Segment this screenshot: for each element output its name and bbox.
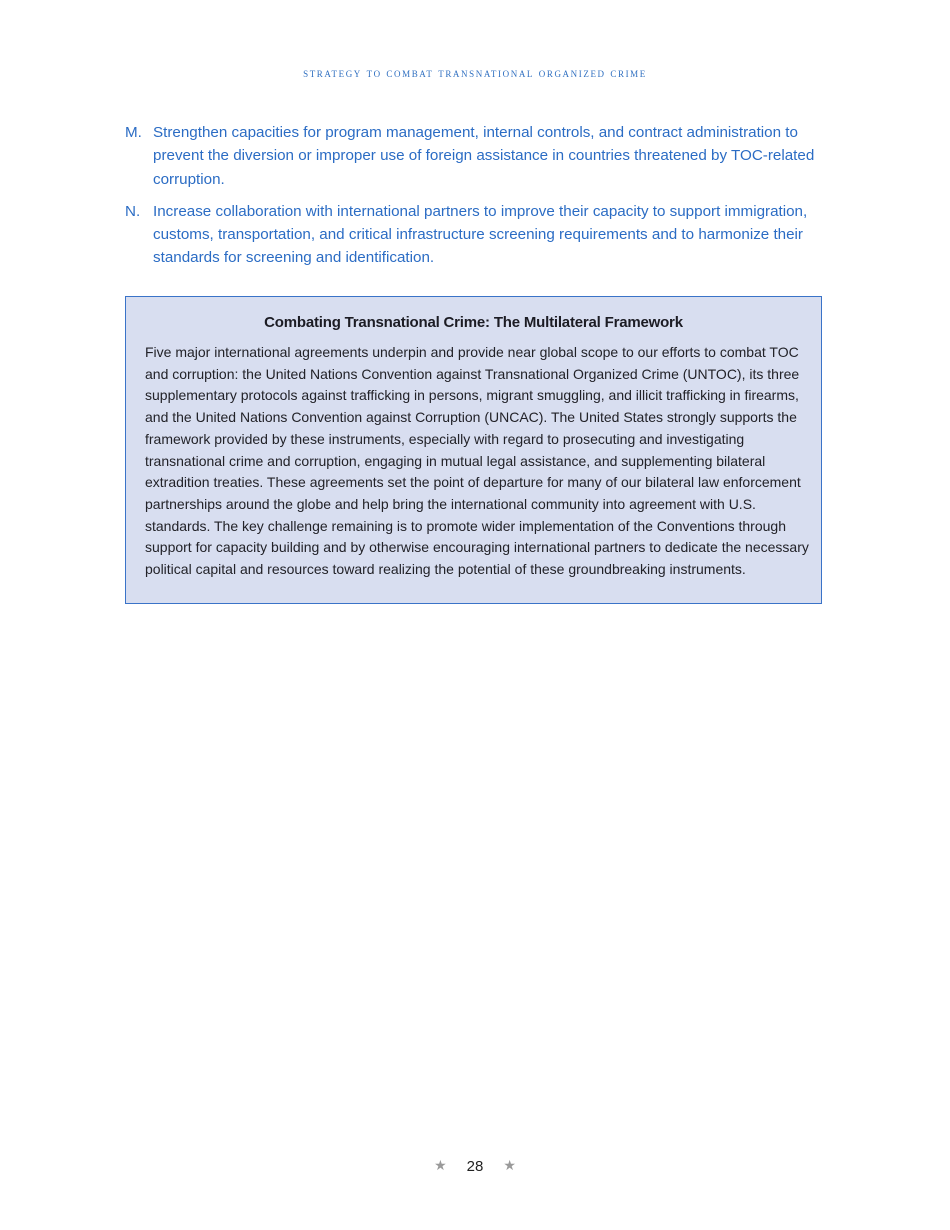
callout-body: Five major international agreements underpin and provide near global scope to our efforts to combat TOC and corruption: the United Nations Convention against Transnational Organized Crime (UNTOC), its three supplementary protocols against trafficking in persons, migrant smuggling, and illicit trafficking in firearms, and the United Nations Convention against Corruption (UNCAC). The United States strongly supports the framework provided by these instruments, especially with regard to prosecuting and investigating transnational crime and corruption, engaging in mutual legal assistance, and supplementing bilateral extradition treaties. These agreements set the point of departure for many of our bilateral law enforcement partnerships around the globe and help bring the international community into agreement with U.S. standards. The key challenge remaining is to promote wider implementation of the Conventions through support for capacity building and by otherwise encouraging international partners to dedicate the necessary political capital and resources toward realizing the potential of these groundbreaking instruments. bbox=[145, 344, 809, 578]
star-icon: ★ bbox=[434, 1157, 447, 1173]
list-item-letter: M. bbox=[125, 124, 142, 141]
callout-title: Combating Transnational Crime: The Multilateral Framework bbox=[264, 314, 683, 331]
list-item-text: Strengthen capacities for program management, internal controls, and contract administration to prevent the diversion or improper use of foreign assistance in countries threatened by TOC-related corruption. bbox=[153, 124, 815, 188]
star-icon: ★ bbox=[503, 1157, 516, 1173]
list-item-letter: N. bbox=[125, 202, 141, 220]
running-header: strategy to combat transnational organized crime bbox=[303, 66, 647, 80]
page-number: 28 bbox=[466, 1158, 484, 1175]
list-item bbox=[125, 121, 825, 191]
list-item bbox=[125, 200, 825, 270]
callout-box bbox=[125, 296, 822, 604]
list-item-text: Increase collaboration with international partners to improve their capacity to support immigration, customs, transportation, and critical infrastructure screening requirements and to harmonize their standards for screening and identification. bbox=[153, 202, 808, 267]
recommendation-list bbox=[125, 121, 825, 279]
page-footer bbox=[0, 1157, 950, 1175]
